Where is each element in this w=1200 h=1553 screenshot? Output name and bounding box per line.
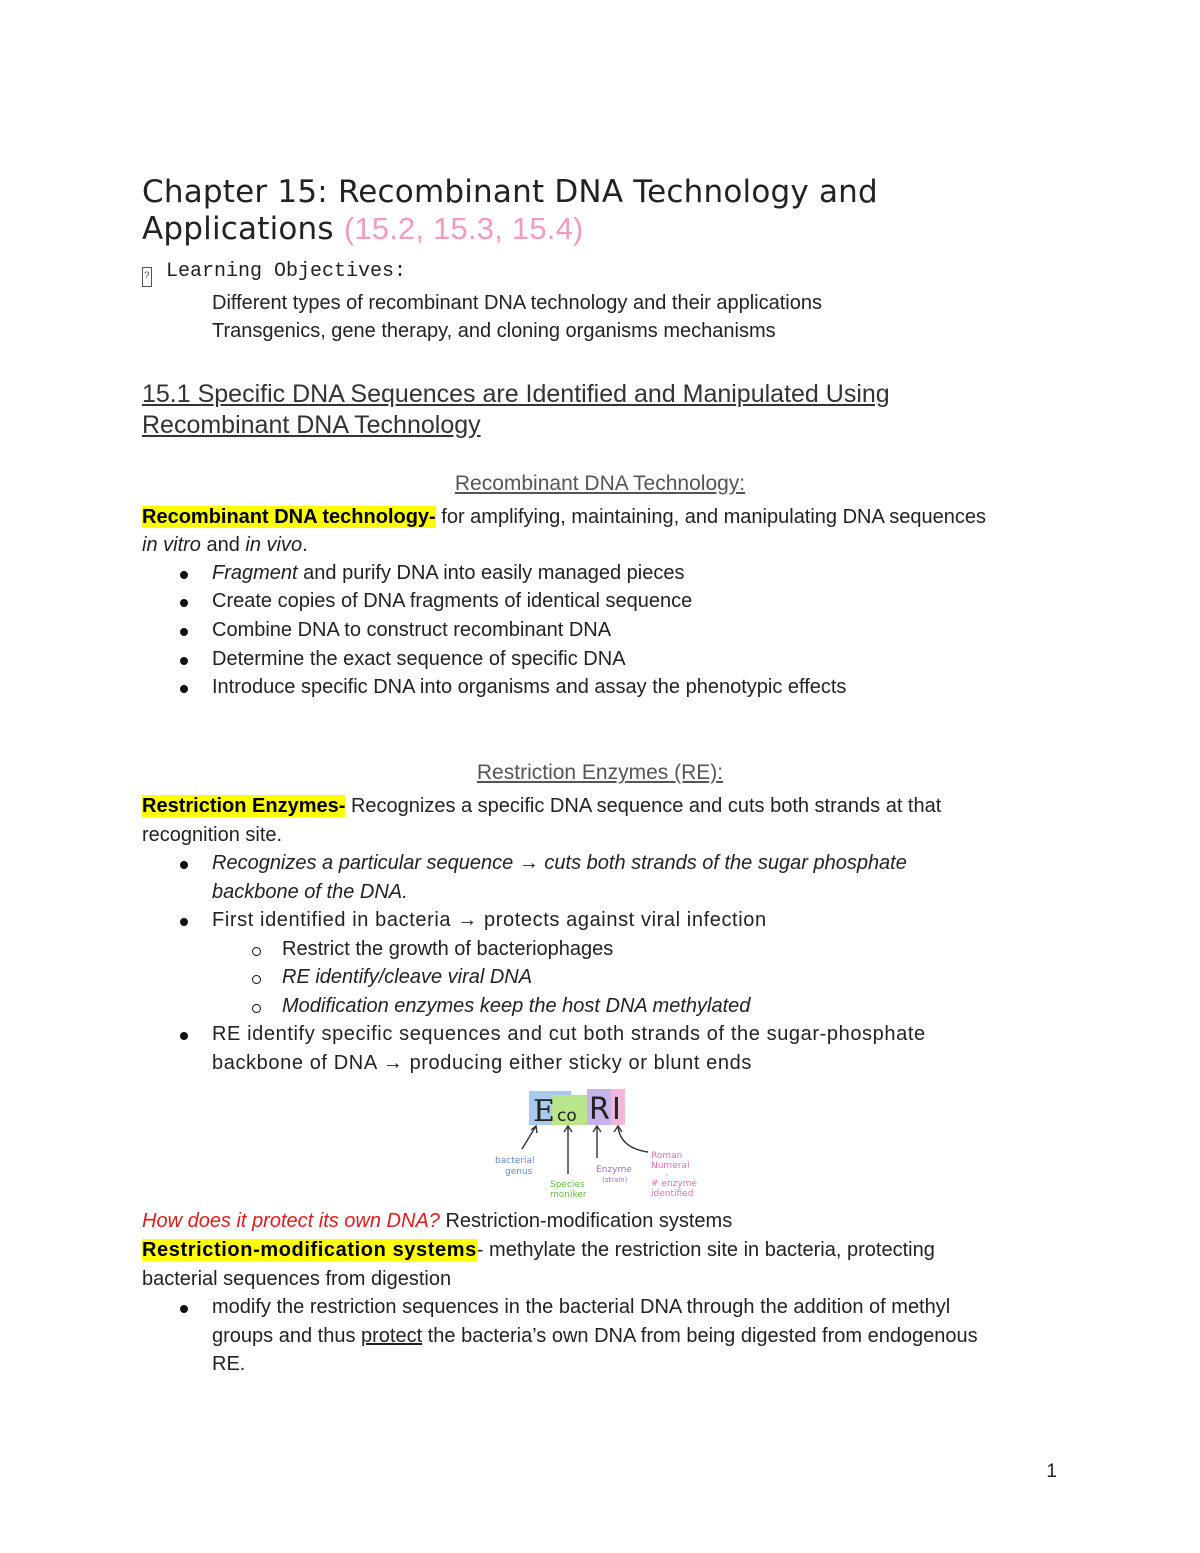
rdt-definition-line2 — [142, 534, 308, 557]
re-term: Restriction Enzymes- — [142, 795, 346, 817]
bullet-text: RE identify specific sequences and cut both strands of the sugar-phosphate — [212, 1023, 926, 1045]
sub-bullet-text: Restrict the growth of bacteriophages — [282, 938, 614, 960]
rdt-term: Recombinant DNA technology- — [142, 506, 436, 528]
bullet-icon — [180, 628, 188, 636]
rms-answer: Restriction-modification systems — [439, 1210, 733, 1232]
objectives-checkbox-icon: ? — [142, 267, 152, 287]
re-bullet-1-cont — [212, 881, 408, 904]
rms-question-line — [142, 1210, 732, 1233]
section-heading-line2: Recombinant DNA Technology — [142, 411, 481, 439]
section-heading-line1: 15.1 Specific DNA Sequences are Identified and Manipulated Using — [142, 380, 890, 408]
rdt-definition-line1 — [142, 506, 986, 529]
label-species-1: Species — [550, 1180, 585, 1190]
r-letter: R — [589, 1092, 610, 1127]
protect-word: protect — [361, 1325, 423, 1347]
label-roman-5: identified — [651, 1189, 694, 1199]
sub-bullet-icon — [252, 1004, 261, 1013]
bullet-text: modify the restriction sequences in the bacterial DNA through the addition of methyl — [212, 1296, 951, 1318]
bullet-icon — [180, 685, 188, 693]
in-vitro: in vitro — [142, 534, 201, 556]
arrow-roman — [614, 1126, 648, 1152]
rms-definition-line2: bacterial sequences from digestion — [142, 1268, 452, 1290]
rdt-subheading: Recombinant DNA Technology: — [454, 472, 746, 495]
ecori-figure — [490, 1086, 720, 1202]
bullet-icon — [180, 918, 188, 926]
re-definition-line1 — [142, 795, 941, 818]
re-bullet-3-cont: backbone of DNA → producing either sticky or blunt ends — [212, 1052, 752, 1074]
arrow-species — [564, 1126, 572, 1174]
re-definition-line2: recognition site. — [142, 824, 283, 846]
sub-bullet-icon — [252, 975, 261, 984]
rdt-def-text: for amplifying, maintaining, and manipulating DNA sequences — [435, 506, 987, 528]
label-roman-1: Roman — [651, 1151, 683, 1161]
sub-bullet-text: RE identify/cleave viral DNA — [282, 966, 533, 988]
bullet-text: and purify DNA into easily managed pieces — [297, 562, 685, 584]
i-letter: I — [612, 1092, 621, 1127]
bullet-icon — [180, 1032, 188, 1040]
eco-co-letters: co — [557, 1106, 577, 1126]
objective-item-1: Different types of recombinant DNA technology and their applications — [212, 292, 822, 314]
bullet-text: backbone of the DNA. — [212, 881, 408, 903]
bullet-text: Introduce specific DNA into organisms and assay the phenotypic effects — [212, 676, 847, 698]
label-bacterial-genus-1: bacterial — [495, 1156, 535, 1166]
objectives-heading — [142, 260, 406, 287]
bullet-text: Recognizes a particular sequence → cuts both strands of the sugar phosphate — [212, 852, 907, 874]
chapter-title-applications: Applications — [142, 211, 334, 247]
label-enzyme-2: (strain) — [602, 1176, 628, 1184]
in-vivo: in vivo — [245, 534, 303, 556]
chapter-sections-ref: (15.2, 15.3, 15.4) — [343, 211, 584, 246]
arrow-strain — [593, 1126, 601, 1158]
label-species-2: moniker — [550, 1190, 587, 1200]
bullet-icon — [180, 861, 188, 869]
bullet-text: Create copies of DNA fragments of identical sequence — [212, 590, 693, 612]
rms-question: How does it protect its own DNA? — [142, 1210, 440, 1232]
re-subheading: Restriction Enzymes (RE): — [476, 761, 724, 784]
bullet-icon — [180, 599, 188, 607]
sub-bullet-icon — [252, 947, 261, 956]
chapter-title-line1: Chapter 15: Recombinant DNA Technology and — [142, 174, 878, 210]
bullet-text: First identified in bacteria → protects against viral infection — [212, 909, 767, 931]
rms-bullet-1-cont2: RE. — [212, 1353, 246, 1375]
label-roman-3: - — [665, 1170, 669, 1180]
sub-bullet-text: Modification enzymes keep the host DNA methylated — [282, 995, 751, 1017]
rms-term: Restriction-modification systems — [142, 1239, 477, 1261]
bullet-icon — [180, 1305, 188, 1313]
eco-e-letter: E — [533, 1094, 555, 1129]
bullet-text: Determine the exact sequence of specific DNA — [212, 648, 626, 670]
bullet-text: groups and thus — [212, 1325, 361, 1347]
bullet-text: Combine DNA to construct recombinant DNA — [212, 619, 612, 641]
page-number: 1 — [1046, 1461, 1057, 1482]
re-def-text: Recognizes a specific DNA sequence and cuts both strands at that — [345, 795, 942, 817]
bullet-icon — [180, 571, 188, 579]
label-roman-2: Numeral — [651, 1161, 690, 1171]
period: . — [302, 534, 308, 556]
label-enzyme-1: Enzyme — [596, 1165, 632, 1175]
rms-def-text: - methylate the restriction site in bacteria, protecting — [476, 1239, 935, 1261]
label-bacterial-genus-2: genus — [505, 1167, 533, 1177]
bullet-icon — [180, 657, 188, 665]
fragment-word: Fragment — [212, 562, 298, 584]
chapter-title-line2 — [142, 211, 584, 247]
objective-item-2: Transgenics, gene therapy, and cloning organisms mechanisms — [212, 320, 776, 342]
rms-definition-line1 — [142, 1239, 935, 1262]
bullet-text: the bacteria’s own DNA from being digested from endogenous — [422, 1325, 978, 1347]
objectives-heading-text: Learning Objectives: — [166, 260, 407, 283]
and-text: and — [200, 534, 246, 556]
arrow-genus — [522, 1126, 537, 1149]
rms-bullet-1-cont — [212, 1325, 978, 1348]
label-roman-4: # enzyme — [651, 1179, 697, 1189]
